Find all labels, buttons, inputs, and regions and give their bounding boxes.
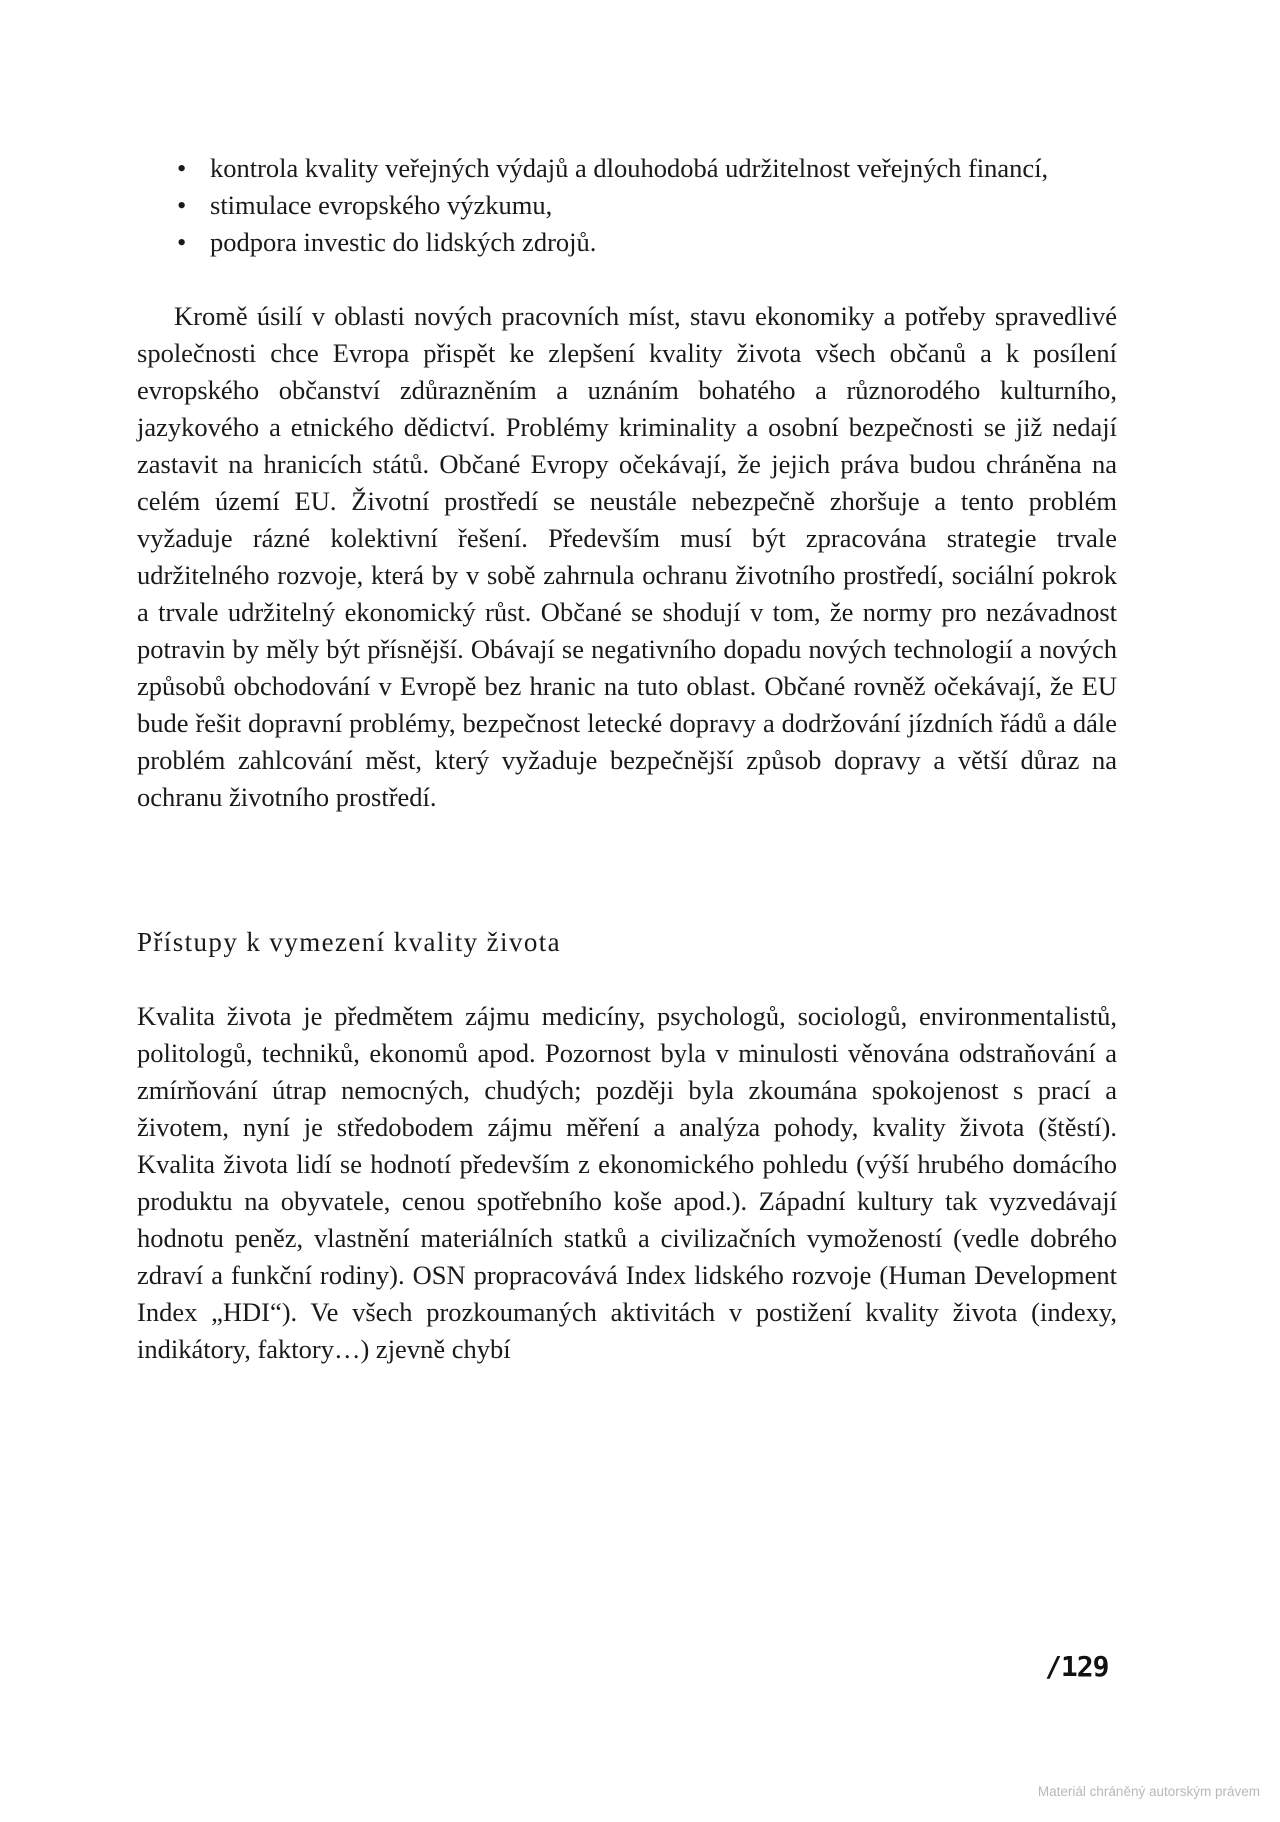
- list-item: [137, 187, 1117, 224]
- bullet-list: [137, 150, 1117, 261]
- list-item-text: podpora investic do lidských zdrojů.: [210, 227, 597, 257]
- bullet-icon: •: [177, 227, 187, 257]
- bullet-icon: •: [177, 153, 187, 183]
- list-item: [137, 224, 1117, 261]
- page-number: /129: [1045, 1650, 1109, 1683]
- body-paragraph: Kromě úsilí v oblasti nových pracovních míst, stavu ekonomiky a potřeby spravedlivé společnosti chce Evropa přispět ke zlepšení kvality života všech občanů a k posílení evropského občanství zdůrazněním a uznáním bohatého a různorodého kulturního, jazykového a etnického dědictví. Problémy kriminality a osobní bezpečnosti se již nedají zastavit na hranicích států. Občané Evropy očekávají, že jejich práva budou chráněna na celém území EU. Životní prostředí se neustále nebezpečně zhoršuje a tento problém vyžaduje rázné kolektivní řešení. Především musí být zpracována strategie trvale udržitelného rozvoje, která by v sobě zahrnula ochranu životního prostředí, sociální pokrok a trvale udržitelný ekonomický růst. Občané se shodují v tom, že normy pro nezávadnost potravin by měly být přísnější. Obávají se negativního dopadu nových technologií a nových způsobů obchodování v Evropě bez hranic na tuto oblast. Občané rovněž očekávají, že EU bude řešit dopravní problémy, bezpečnost letecké dopravy a dodržování jízdních řádů a dále problém zahlcování měst, který vyžaduje bezpečnější způsob dopravy a větší důraz na ochranu životního prostředí.: [137, 301, 1117, 812]
- list-item: [137, 150, 1117, 187]
- copyright-watermark: Materiál chráněný autorským právem: [1037, 1784, 1260, 1799]
- section-heading: Přístupy k vymezení kvality života: [137, 927, 562, 957]
- bullet-icon: •: [177, 190, 187, 220]
- body-paragraph: Kvalita života je předmětem zájmu medicíny, psychologů, sociologů, environmentalistů, politologů, techniků, ekonomů apod. Pozornost byla v minulosti věnována odstraňování a zmírňování útrap nemocných, chudých; později byla zkoumána spokojenost s prací a životem, nyní je středobodem zájmu měření a analýza pohody, kvality života (štěstí). Kvalita života lidí se hodnotí především z ekonomického pohledu (výší hrubého domácího produktu na obyvatele, cenou spotřebního koše apod.). Západní kultury tak vyzvedávají hodnotu peněz, vlastnění materiálních statků a civilizačních vymožeností (vedle dobrého zdraví a funkční rodiny). OSN propracovává Index lidského rozvoje (Human Development Index „HDI“). Ve všech prozkoumaných aktivitách v postižení kvality života (indexy, indikátory, faktory…) zjevně chybí: [137, 1001, 1117, 1364]
- list-item-text: kontrola kvality veřejných výdajů a dlouhodobá udržitelnost veřejných financí,: [210, 153, 1049, 183]
- list-item-text: stimulace evropského výzkumu,: [210, 190, 553, 220]
- page-content: [137, 150, 1117, 1368]
